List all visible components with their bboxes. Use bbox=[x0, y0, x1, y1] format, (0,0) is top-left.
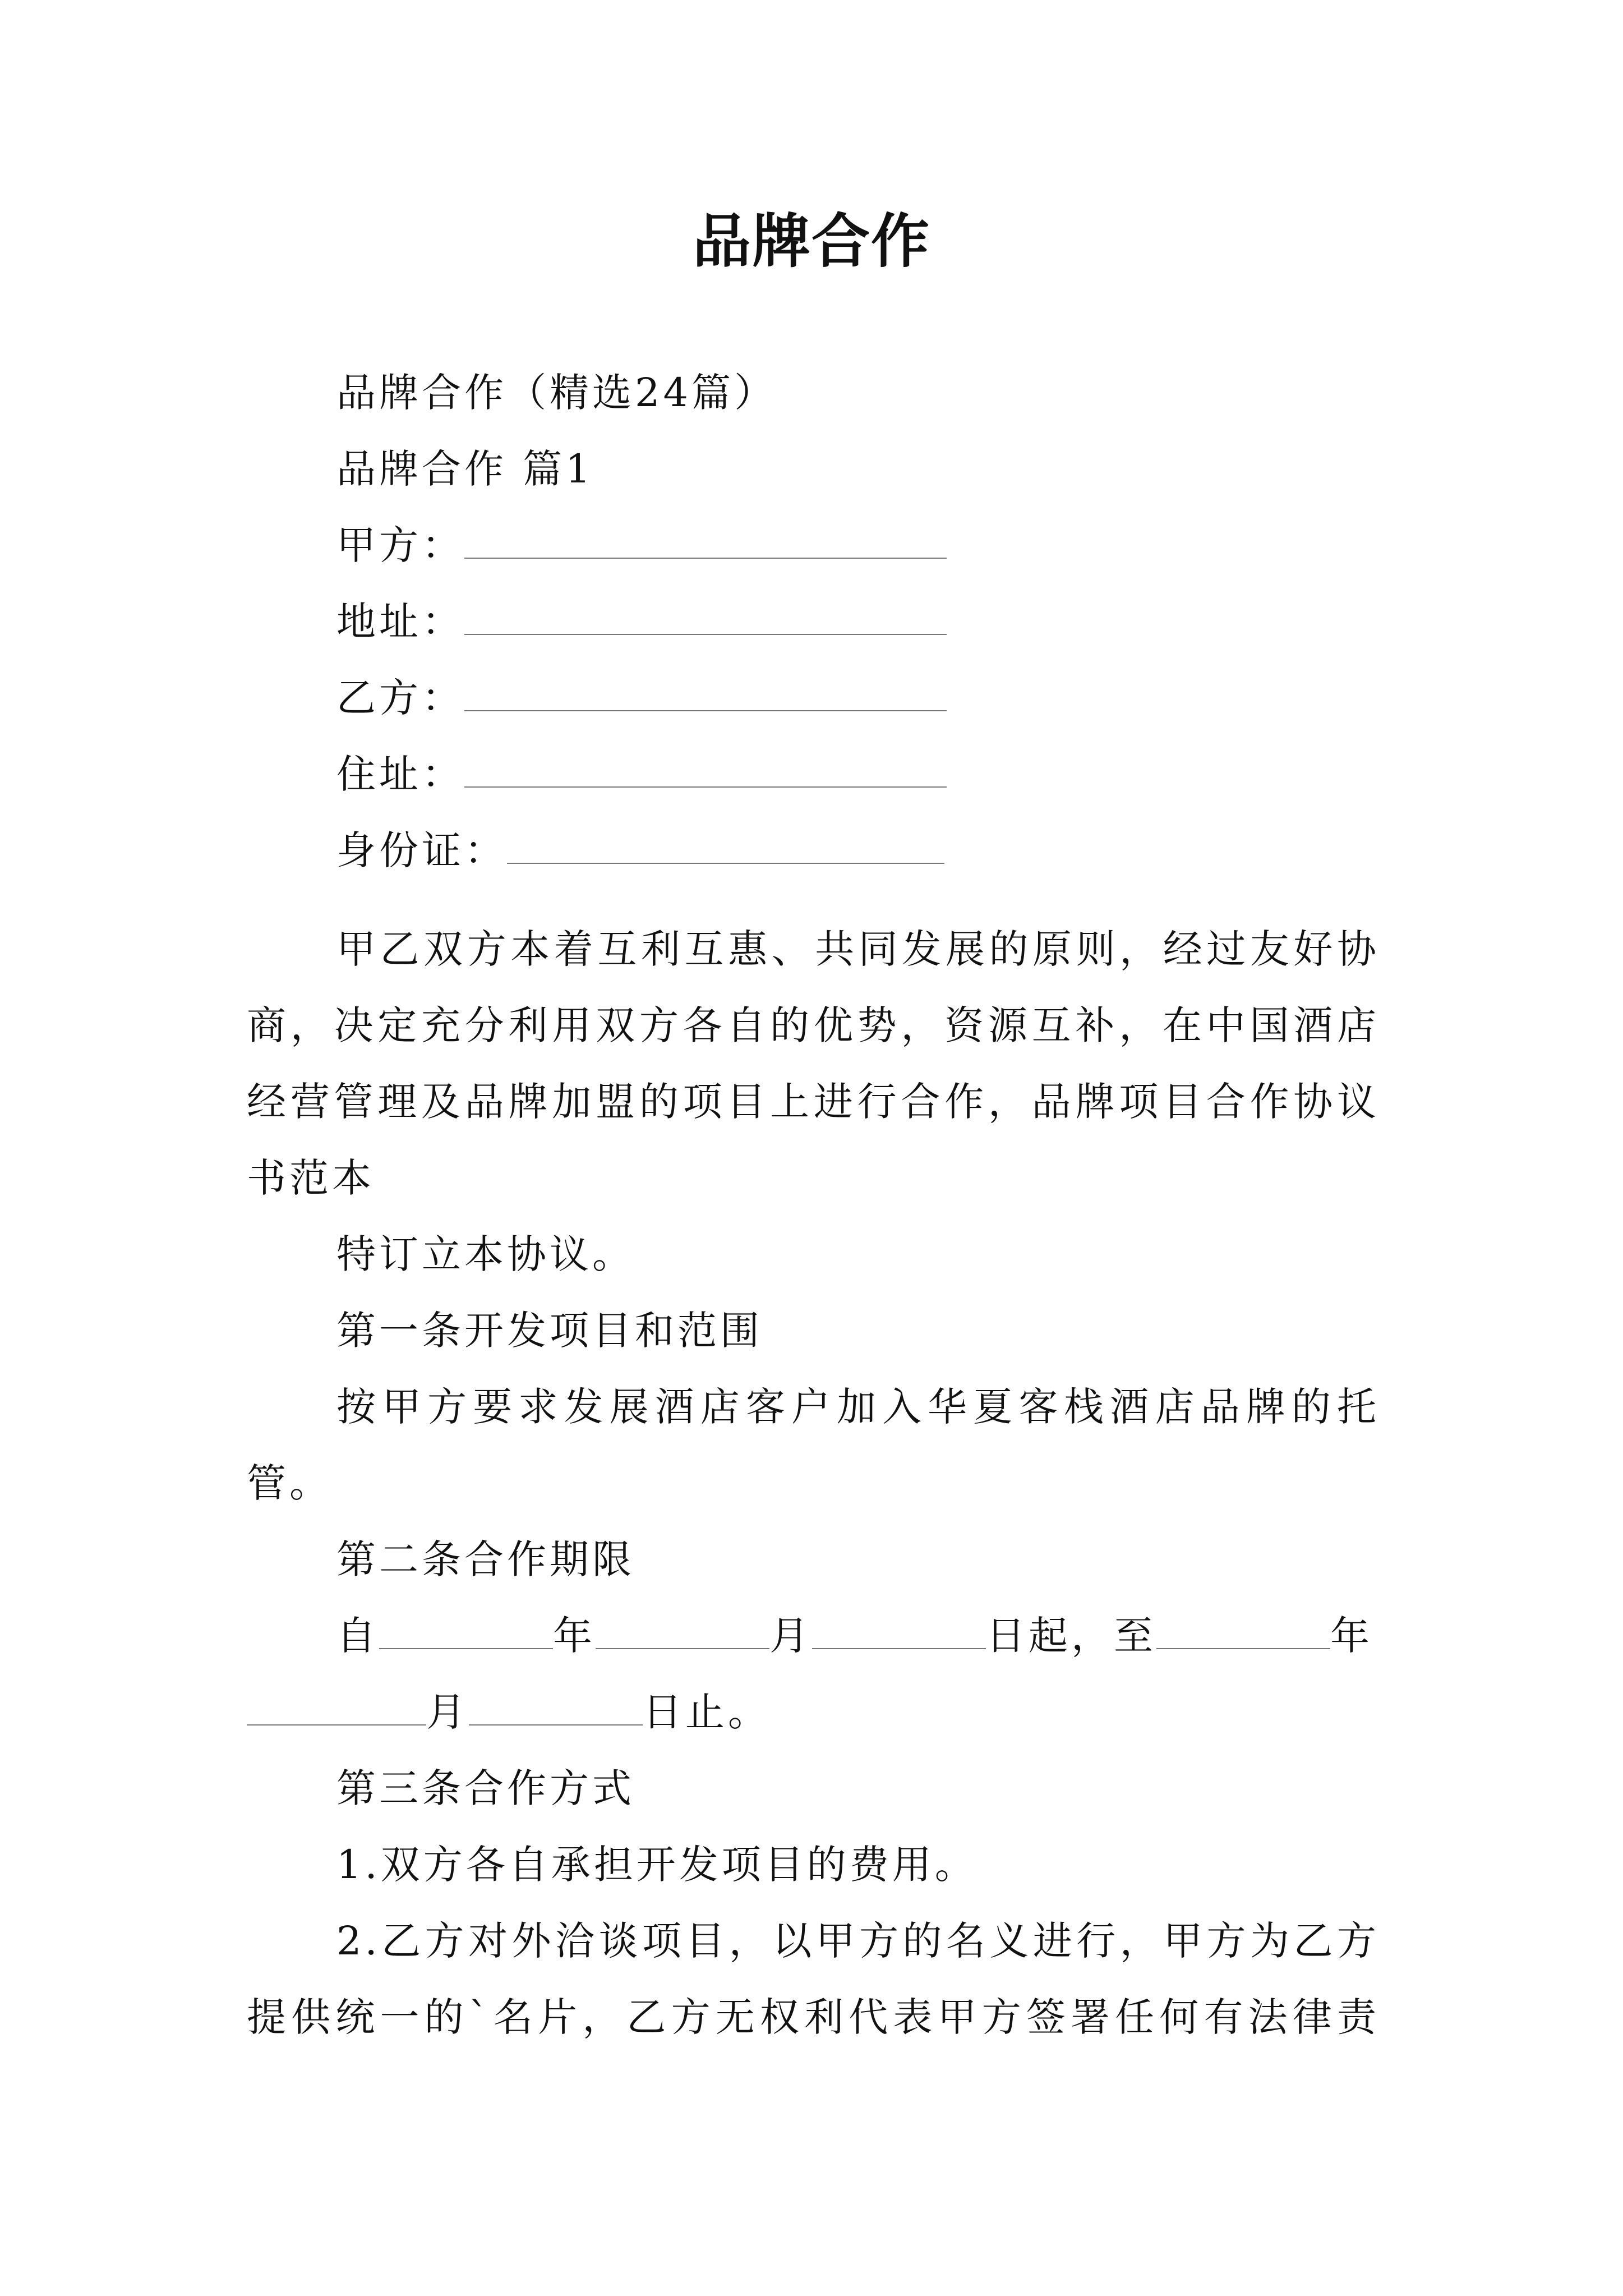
start-month-blank[interactable] bbox=[596, 1611, 769, 1649]
section-heading: 品牌合作 篇1 bbox=[336, 446, 594, 492]
article2-date-line-1 bbox=[247, 1598, 1380, 1674]
residence-blank[interactable] bbox=[464, 749, 947, 788]
article1-heading: 第一条开发项目和范围 bbox=[336, 1308, 763, 1354]
month2-text: 月 bbox=[426, 1689, 469, 1735]
article3-item-1: 1.双方各自承担开发项目的费用。 bbox=[336, 1842, 978, 1888]
party-a-label: 甲方： bbox=[336, 522, 464, 568]
party-b-label: 乙方： bbox=[336, 675, 464, 721]
id-blank[interactable] bbox=[507, 826, 944, 864]
agreement-line: 特订立本协议。 bbox=[336, 1231, 635, 1277]
article1-line-2: 管。 bbox=[247, 1460, 332, 1506]
intro-line-3: 经营管理及品牌加盟的项目上进行合作，品牌项目合作协议 bbox=[247, 1079, 1380, 1125]
end-day-blank[interactable] bbox=[469, 1687, 643, 1726]
residence-label: 住址： bbox=[336, 751, 464, 797]
article3-item-2-line-2: 提供统一的`名片，乙方无权利代表甲方签署任何有法律责 bbox=[247, 1994, 1380, 2040]
day-end-text: 日止。 bbox=[643, 1689, 771, 1735]
party-b-blank[interactable] bbox=[464, 673, 947, 711]
document-subtitle: 品牌合作（精选24篇） bbox=[336, 370, 777, 416]
start-day-blank[interactable] bbox=[812, 1611, 986, 1649]
id-field bbox=[247, 812, 1380, 889]
year2-text: 年 bbox=[1330, 1613, 1373, 1659]
party-b-field bbox=[247, 660, 1380, 736]
date-from-text: 自 bbox=[336, 1613, 379, 1659]
intro-line-4: 书范本 bbox=[247, 1155, 375, 1201]
document-title: 品牌合作 bbox=[692, 206, 930, 275]
address-field bbox=[247, 583, 1380, 660]
party-a-field bbox=[247, 507, 1380, 583]
address-blank[interactable] bbox=[464, 597, 947, 635]
month-text: 月 bbox=[769, 1613, 812, 1659]
article1-line-1: 按甲方要求发展酒店客户加入华夏客栈酒店品牌的托 bbox=[336, 1384, 1380, 1430]
start-year-blank[interactable] bbox=[379, 1611, 553, 1649]
end-year-blank[interactable] bbox=[1156, 1611, 1330, 1649]
day-start-text: 日起，至 bbox=[986, 1613, 1156, 1659]
article2-date-line-2 bbox=[247, 1674, 1380, 1750]
intro-line-1: 甲乙双方本着互利互惠、共同发展的原则，经过友好协 bbox=[336, 926, 1380, 972]
year-text: 年 bbox=[553, 1613, 596, 1659]
intro-line-2: 商，决定充分利用双方各自的优势，资源互补，在中国酒店 bbox=[247, 1002, 1380, 1048]
party-a-blank[interactable] bbox=[464, 521, 947, 559]
article2-heading: 第二条合作期限 bbox=[336, 1536, 635, 1582]
article3-item-2-line-1: 2.乙方对外洽谈项目，以甲方的名义进行，甲方为乙方 bbox=[336, 1918, 1380, 1964]
article3-heading: 第三条合作方式 bbox=[336, 1765, 635, 1811]
id-label: 身份证： bbox=[336, 827, 507, 873]
address-label: 地址： bbox=[336, 599, 464, 645]
residence-field bbox=[247, 736, 1380, 812]
end-month-blank[interactable] bbox=[247, 1687, 426, 1726]
